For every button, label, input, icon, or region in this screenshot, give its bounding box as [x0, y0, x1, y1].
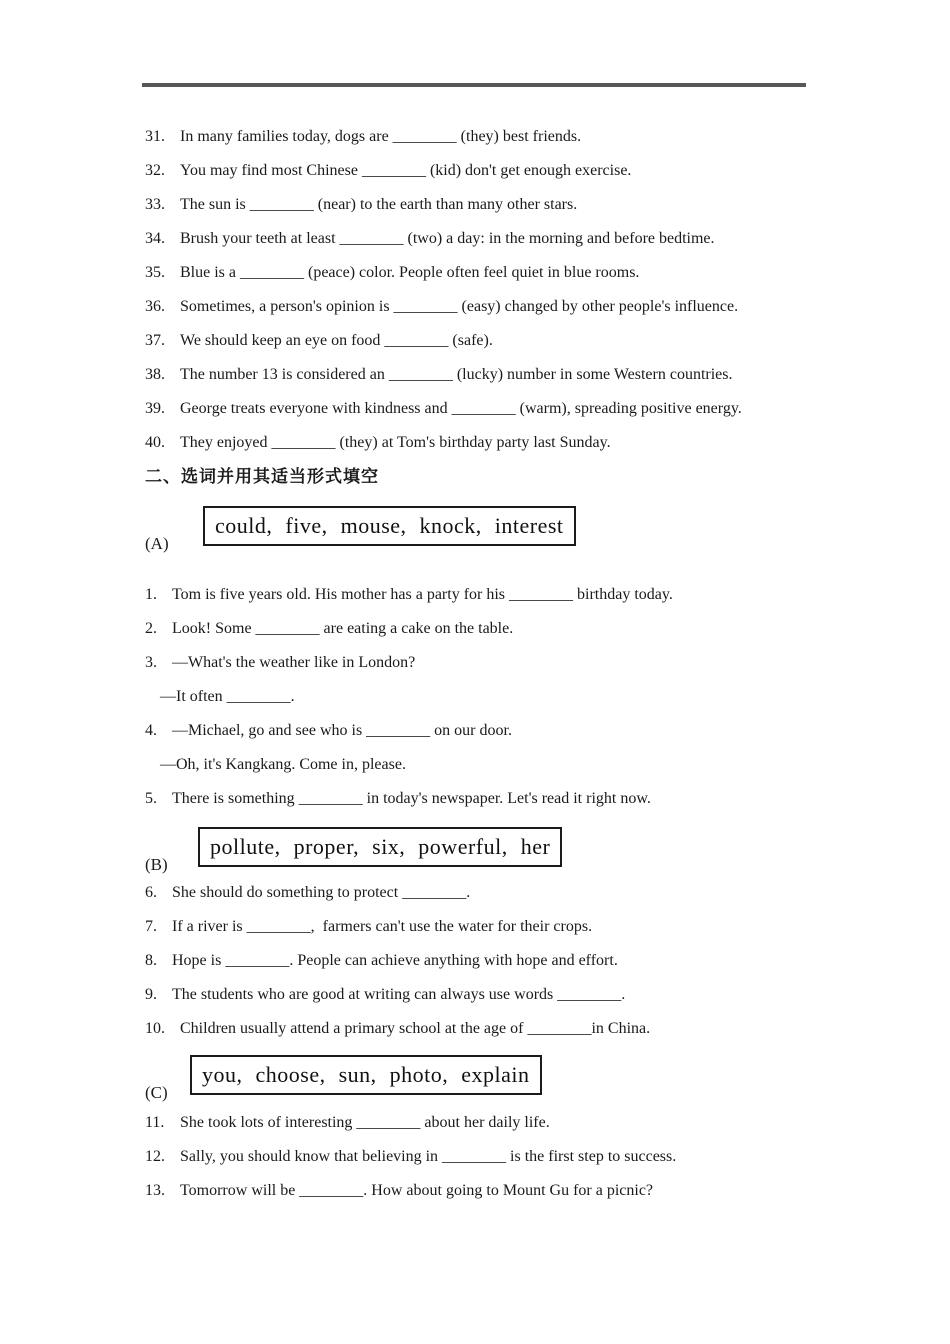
- word-bank-b-label: (B): [145, 855, 168, 874]
- item-number: 36.: [145, 298, 165, 315]
- item-number: 32.: [145, 162, 165, 179]
- item-text: Brush your teeth at least ________ (two) a day: in the morning and before bedtime.: [180, 230, 715, 247]
- word-bank-b: [145, 827, 815, 874]
- item-text: The students who are good at writing can always use words ________.: [172, 986, 626, 1003]
- item-number: 3.: [145, 654, 157, 671]
- item-text: Children usually attend a primary school at the age of ________in China.: [180, 1020, 651, 1037]
- question-item: [145, 324, 815, 358]
- item-number: 34.: [145, 230, 165, 247]
- item-text: Sometimes, a person's opinion is ________ (easy) changed by other people's influence.: [180, 298, 739, 315]
- item-number: 13.: [145, 1182, 165, 1199]
- item-text: They enjoyed ________ (they) at Tom's birthday party last Sunday.: [180, 434, 611, 451]
- question-item: [145, 646, 815, 680]
- question-item: [145, 256, 815, 290]
- question-item: [145, 1140, 815, 1174]
- question-item: [145, 1174, 815, 1208]
- question-item: [145, 290, 815, 324]
- question-item: [145, 1012, 815, 1046]
- question-item: [145, 578, 815, 612]
- question-item: [145, 426, 815, 460]
- group-c-items: [145, 1106, 815, 1208]
- group-b-items: [145, 876, 815, 1046]
- question-item: [145, 222, 815, 256]
- question-item: [145, 1106, 815, 1140]
- question-item: [145, 876, 815, 910]
- item-number: 31.: [145, 128, 165, 145]
- word-bank-a-label: (A): [145, 534, 169, 553]
- item-text: She took lots of interesting ________ about her daily life.: [180, 1114, 550, 1131]
- item-number: 8.: [145, 952, 157, 969]
- word-bank-c: [145, 1055, 815, 1102]
- word-bank-a: [145, 506, 815, 553]
- question-item: [145, 782, 815, 816]
- item-text: Blue is a ________ (peace) color. People often feel quiet in blue rooms.: [180, 264, 640, 281]
- worksheet-content: [145, 120, 815, 1208]
- word-bank-a-box: could, five, mouse, knock, interest: [203, 506, 576, 546]
- top-divider: [142, 83, 806, 87]
- item-text: —What's the weather like in London?: [172, 654, 416, 671]
- item-number: 10.: [145, 1020, 165, 1037]
- item-number: 9.: [145, 986, 157, 1003]
- item-text: She should do something to protect ________.: [172, 884, 471, 901]
- continuation-line: —It often ________.: [160, 688, 295, 705]
- item-text: Sally, you should know that believing in ________ is the first step to success.: [180, 1148, 677, 1165]
- item-number: 11.: [145, 1114, 165, 1131]
- item-text: —Michael, go and see who is ________ on our door.: [172, 722, 512, 739]
- question-item: [145, 392, 815, 426]
- question-item: [145, 612, 815, 646]
- item-text: You may find most Chinese ________ (kid) don't get enough exercise.: [180, 162, 632, 179]
- item-number: 33.: [145, 196, 165, 213]
- continuation-line: —Oh, it's Kangkang. Come in, please.: [160, 756, 406, 773]
- question-item: [145, 188, 815, 222]
- item-text: Tomorrow will be ________. How about going to Mount Gu for a picnic?: [180, 1182, 654, 1199]
- item-text: In many families today, dogs are ________ (they) best friends.: [180, 128, 582, 145]
- item-number: 40.: [145, 434, 165, 451]
- item-text: The sun is ________ (near) to the earth than many other stars.: [180, 196, 578, 213]
- item-text: George treats everyone with kindness and ________ (warm), spreading positive energy.: [180, 400, 742, 417]
- item-text: Hope is ________. People can achieve anything with hope and effort.: [172, 952, 618, 969]
- item-text: The number 13 is considered an ________ (lucky) number in some Western countries.: [180, 366, 733, 383]
- question-item: [145, 120, 815, 154]
- question-item: [145, 154, 815, 188]
- word-bank-b-box: pollute, proper, six, powerful, her: [198, 827, 562, 867]
- question-item: [145, 358, 815, 392]
- item-text: We should keep an eye on food ________ (safe).: [180, 332, 493, 349]
- item-text: There is something ________ in today's newspaper. Let's read it right now.: [172, 790, 651, 807]
- item-text: Tom is five years old. His mother has a party for his ________ birthday today.: [172, 586, 673, 603]
- item-text: Look! Some ________ are eating a cake on the table.: [172, 620, 514, 637]
- item-number: 7.: [145, 918, 157, 935]
- item-number: 12.: [145, 1148, 165, 1165]
- item-number: 5.: [145, 790, 157, 807]
- word-bank-c-box: you, choose, sun, photo, explain: [190, 1055, 542, 1095]
- item-number: 37.: [145, 332, 165, 349]
- question-item: [145, 910, 815, 944]
- question-item: [145, 978, 815, 1012]
- section-heading: 二、选词并用其适当形式填空: [145, 467, 379, 486]
- word-bank-c-label: (C): [145, 1083, 168, 1102]
- item-number: 2.: [145, 620, 157, 637]
- group-a-items: [145, 578, 815, 816]
- item-number: 4.: [145, 722, 157, 739]
- item-number: 39.: [145, 400, 165, 417]
- question-item: [145, 714, 815, 748]
- item-number: 35.: [145, 264, 165, 281]
- question-item: [145, 944, 815, 978]
- item-number: 6.: [145, 884, 157, 901]
- item-text: If a river is ________, farmers can't use the water for their crops.: [172, 918, 593, 935]
- item-number: 1.: [145, 586, 157, 603]
- item-number: 38.: [145, 366, 165, 383]
